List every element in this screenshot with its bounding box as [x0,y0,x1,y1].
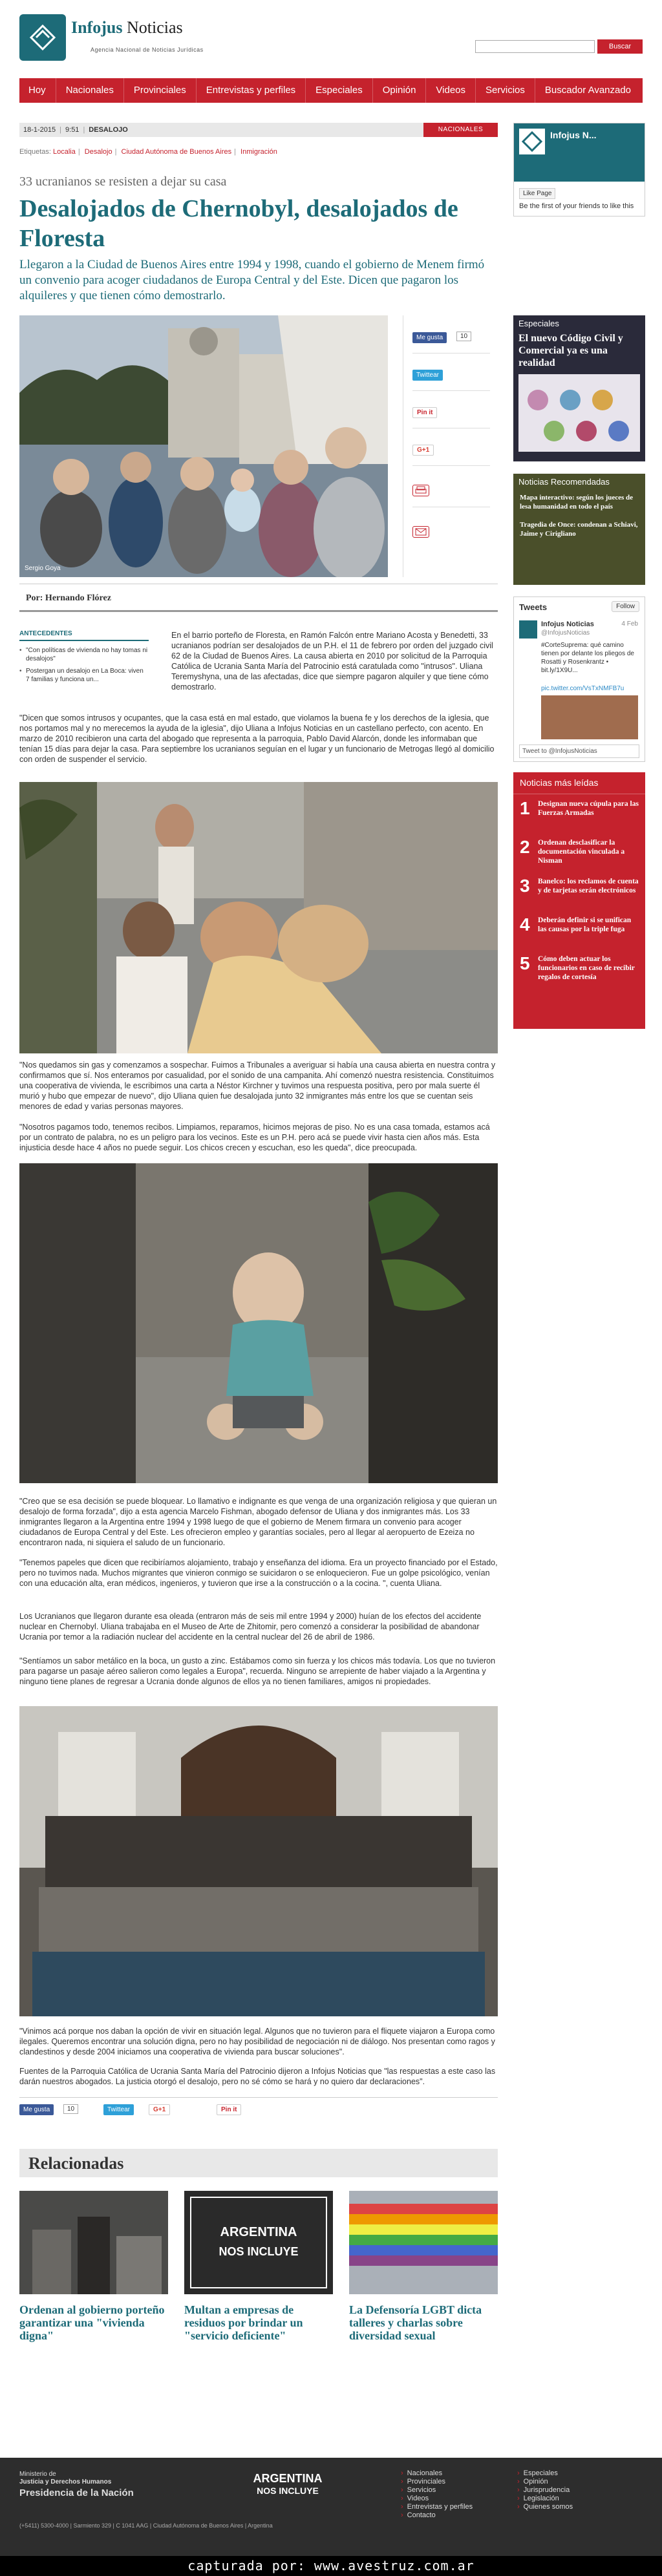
google-plus-button[interactable]: G+1 [412,445,434,456]
footer-ministry-a: Ministerio de [19,2471,56,2478]
article-paragraph: Los Ucranianos que llegaron durante esa oleada (entraron más de seis mil entre 1994 y 2000) huían de los efectos del accidente nuclear en Chernobyl. Uliana trabajaba en el Museo de Arte de Zhitomir, pero comenzó a considerar la posibilidad de abandonar Ucrania por temor a la radiación nuclear del accidente en la central nuclear del 26 de abril de 1986. [19,1612,482,1642]
nav-item-nacionales[interactable]: Nacionales [56,78,124,103]
article-paragraph: "Nosotros pagamos todo, tenemos recibos. Limpiamos, reparamos, hicimos mejoras de piso. No es una casa tomada, estamos acá por un contrato de palabra, no es un peligro para los vecinos. Este es un P.H. pero acá se puede vivir hasta cien años más. Esta injusticia desde hace 4 años no puede seguir. Los chicos crecen y escuchan, eso les queda", dice preocupada. [19,1123,490,1152]
footer-links-col2 [517,2469,573,2511]
article-paragraph: Fuentes de la Parroquia Católica de Ucrania Santa María del Patrocinio dijeron a Infojus Noticias que "las respuestas a este caso las darán nuestros abogados. La justicia otorgó el desalojo, pero no sé cómo se hará y no quiero dar declaraciones". [19,2067,496,2086]
article-paragraph: "Sentíamos un sabor metálico en la boca, un gusto a zinc. Estábamos como sin fuerza y los chicos más todavía. Los que no tuvieron para pagarse un pasaje aéreo salieron como legales a Europa", recuerda. Ninguno se arrepiente de haber viajado a la Argentina y ninguno tiene planes de regresar a Ucrania donde algunos de ellos ya no tienen familiares, amigos ni propiedades. [19,1656,496,1686]
search-input[interactable] [475,40,595,53]
footer-links-col1 [401,2469,473,2520]
antecedentes-box [19,630,149,688]
tweet-image[interactable] [541,695,638,739]
nav-item-videos[interactable]: Videos [426,78,476,103]
nav-item-servicios[interactable]: Servicios [476,78,535,103]
footer-argentina-logo: ARGENTINA NOS INCLUYE [253,2472,323,2496]
date-bar: 18-1-2015 | 9:51 | DESALOJO [19,123,498,137]
site-logo-title[interactable]: Infojus Noticias [71,18,183,37]
photo-credit: Sergio Goya [25,565,61,572]
twitter-share-button[interactable]: Twittear [412,370,443,381]
related-image[interactable] [184,2191,333,2294]
related-title[interactable]: Multan a empresas de residuos por brindar un "servicio deficiente" [184,2303,303,2342]
article-date: 18-1-2015 [23,126,56,134]
bottom-share-row [19,2104,278,2118]
tweet-date: 4 Feb [621,620,638,628]
related-card[interactable] [349,2191,498,2342]
twitter-widget [513,596,645,762]
footer-link[interactable]: › Servicios [401,2486,436,2494]
facebook-like-page-button[interactable]: Like Page [519,188,555,199]
nav-item-especiales[interactable]: Especiales [306,78,373,103]
footer-address: (+5411) 5300-4000 | Sarmiento 329 | C 1041 AAG | Ciudad Autónoma de Buenos Aires | Argentina [19,2522,273,2529]
article-paragraph: "Tenemos papeles que dicen que recibiríamos alojamiento, trabajo y enseñanza del idioma. Era un proyecto financiado por el Estado, pero no tuvimos nada. Muchos migrantes que vinieron conmigo se suicidaron o se enloquecieron. Fue un golpe psicológico, venían con una educación alta, eran médicos, ingenieros, y tuvieron que irse a la construcción o a la cocina. ", cuenta Uliana. [19,1558,498,1588]
especiales-box [513,315,645,461]
footer-link[interactable]: › Jurisprudencia [517,2486,570,2494]
article-photo-group [19,1706,498,2016]
article-time: 9:51 [65,126,80,134]
capture-watermark: capturada por: www.avestruz.com.ar [0,2556,662,2576]
related-heading: Relacionadas [19,2149,498,2177]
facebook-like-count: 10 [456,332,471,341]
article-paragraph: "Creo que se esa decisión se puede bloquear. Lo llamativo e indignante es que venga de una organización religiosa y que quieran un desalojo de forma forzada", dijo a esta agencia Marcelo Fishman, abogado defensor de Uliana y dos inmigrantes más. Los 33 inmigrantes llegaron a la Argentina entre 1994 y 1998 luego de que el gobierno de Menem firmara un convenio para acoger ciudadanos de Europa Central y del Este. Les ofrecieron empleo y garantías sociales, pero al llegar al aeropuerto de Ezeiza no encontraron nada, ni siquiera el saludo de un funcionario. [19,1497,497,1547]
no-incluye-line-b: NOS INCLUYE [219,2245,299,2258]
footer-link[interactable]: › Videos [401,2495,429,2502]
footer-ministry-b: Justicia y Derechos Humanos [19,2478,112,2486]
article-lead: Llegaron a la Ciudad de Buenos Aires entre 1994 y 1998, cuando el gobierno de Menem firmó un convenio para acoger ciudadanos de Europa Central y del Este. Dicen que pagaron los alquileres y que tienen cómo demostrarlo. [19,258,485,302]
tweet-link[interactable]: pic.twitter.com/VsTxNMFB7u [541,685,625,692]
mas-leida-item[interactable]: 5 Cómo deben actuar los funcionarios en caso de recibir regalos de cortesía [520,953,635,981]
footer-link[interactable]: › Opinión [517,2478,548,2486]
footer-link[interactable]: › Entrevistas y perfiles [401,2503,473,2511]
especiales-image[interactable] [518,374,640,452]
tag-link[interactable]: Desalojo [84,148,112,156]
article-paragraph: "Dicen que somos intrusos y ocupantes, que la casa está en mal estado, que violamos la buena fe y los derechos de la iglesia, que nos portamos mal y no merecemos la ayuda de la iglesia", dijo Uliana a Infojus Noticias en un castellano perfecto, con acento. En marzo de 2010 recibieron una carta del abogado que representa a la parroquia, Pablo David Alarcón, donde les informaban que tenían 15 días para dejar la casa. Para septiembre los ucranianos seguían en el lugar y un funcionario de Metrogas llegó al domicilio con orden de suspender el servicio. [19,713,495,764]
antecedentes-title: ANTECEDENTES [19,630,149,641]
antecedentes-link[interactable]: • "Con políticas de vivienda no hay tomas ni desalojos" [19,646,149,663]
facebook-like-count: 10 [63,2104,78,2114]
mas-leidas-box [513,772,645,1029]
article-kicker: 33 ucranianos se resisten a dejar su casa [19,174,227,189]
mas-leida-item[interactable]: 3 Banelco: los reclamos de cuenta y de tarjetas serán electrónicos [520,876,639,896]
tweet-text: #CorteSuprema: qué camino tienen por delante los pliegos de Rosatti y Rosenkrantz • bit.ly/1X9U... [541,642,634,674]
tag-link[interactable]: Inmigración [240,148,277,156]
related-card[interactable] [19,2191,168,2342]
print-icon[interactable] [412,485,429,496]
footer-link[interactable]: › Legislación [517,2495,559,2502]
pinterest-button[interactable]: Pin it [217,2104,241,2115]
mas-leida-item[interactable]: 1 Designan nueva cúpula para las Fuerzas Armadas [520,798,639,818]
article-main-photo [19,315,388,577]
facebook-like-button[interactable]: Me gusta [19,2104,54,2115]
footer-link[interactable]: › Contacto [401,2511,436,2519]
footer-link[interactable]: › Provinciales [401,2478,445,2486]
tweet-user[interactable]: Infojus Noticias [541,620,594,628]
antecedentes-link[interactable]: • Postergan un desalojo en La Boca: viven 7 familias y funciona un... [19,667,149,684]
facebook-friends-text: Be the first of your friends to like this [519,202,634,210]
especiales-heading: Especiales [513,315,645,332]
nav-item-provinciales[interactable]: Provinciales [124,78,197,103]
tag-link[interactable]: Localia [52,148,76,156]
nav-item-entrevistas[interactable]: Entrevistas y perfiles [197,78,306,103]
article-paragraph: En el barrio porteño de Floresta, en Ramón Falcón entre Mariano Acosta y Benedetti, 33 ucranianos podrían ser desalojados de un P.H. el 11 de febrero por orden del juzgado civil 62 de la Ciudad de Buenos Aires. La causa abierta en 2010 por solicitud de la Parroquia Católica de Ucrania Santa María del Patrocinio está caratulada como "intrusos". Uliana Teremyshyna, una de las afectadas, dice que siempre pagaron alquiler y que tiene cómo demostrarlo. [171,631,493,692]
article-title: Desalojados de Chernobyl, desalojados de Floresta [19,195,458,252]
footer-link[interactable]: › Quienes somos [517,2503,573,2511]
article-section: DESALOJO [89,126,128,134]
article-paragraph: "Vinimos acá porque nos daban la opción de vivir en situación legal. Algunos que no tuvieron para el fliquete viajaron a Europa como ilegales. Queremos encontrar una solución digna, pero no hay posibilidad de negociación ni de diálogo. Nos presentan como ragos y clandestinos y desde 2004 iniciamos una cooperativa de vivienda para buscar soluciones". [19,2027,495,2056]
article-author: Por: Hernando Flórez [19,584,498,612]
facebook-page-banner[interactable] [514,123,645,182]
article-photo-women [19,782,498,1053]
site-header [0,0,662,71]
mas-leidas-heading: Noticias más leídas [513,772,645,794]
footer-presidency: Presidencia de la Nación [19,2487,134,2498]
recomendada-link[interactable]: Tragedia de Once: condenan a Schiavi, Jaime y Cirigliano [520,521,638,538]
mas-leida-item[interactable]: 4 Deberán definir si se unifican las causas por la triple fuga [520,914,632,934]
footer-link[interactable]: › Nacionales [401,2469,443,2477]
nav-item-buscador[interactable]: Buscador Avanzado [544,85,632,96]
logo-icon[interactable] [19,14,66,61]
google-plus-button[interactable]: G+1 [149,2104,170,2115]
facebook-like-button[interactable]: Me gusta [412,332,447,343]
share-column [403,315,498,577]
twitter-follow-button[interactable]: Follow [612,601,639,612]
especiales-title[interactable]: El nuevo Código Civil y Comercial ya es una realidad [518,333,623,368]
recomendadas-heading: Noticias Recomendadas [513,474,645,491]
related-image[interactable] [349,2191,498,2294]
section-badge[interactable]: NACIONALES [423,123,498,137]
nav-item-hoy[interactable]: Hoy [19,78,56,103]
recomendadas-box [513,474,645,585]
search-button[interactable]: Buscar [597,39,643,54]
related-title[interactable]: La Defensoría LGBT dicta talleres y charlas sobre diversidad sexual [349,2303,482,2342]
tweets-heading: Tweets [519,602,548,612]
article-paragraph: "Nos quedamos sin gas y comenzamos a sospechar. Fuimos a Tribunales a averiguar si había una causa abierta en nuestra contra y confirmamos que sí. Nos enteramos por casualidad, por el sonido de una campanita. Ahí comenzó nuestra resistencia. Constituimos una cooperativa de vivienda, le escribimos una carta a Néstor Kirchner y tuvimos una respuesta positiva, pero por mala suerte él murió y hubo que empezar de nuevo", dijo Uliana quien fue desalojada junto 32 inmigrantes más entre los que se cuentan seis menores de edad y varias personas mayores. [19,1061,496,1111]
tags-label: Etiquetas: [19,148,51,156]
article-photo-child [19,1163,498,1483]
twitter-share-button[interactable]: Twittear [103,2104,134,2115]
mas-leida-item[interactable]: 2 Ordenan desclasificar la documentación vinculada a Nisman [520,837,625,865]
email-icon[interactable] [412,526,429,538]
tweet-handle[interactable]: @InfojusNoticias [541,629,590,637]
related-image[interactable] [19,2191,168,2294]
nav-item-opinion[interactable]: Opinión [373,78,427,103]
tag-link[interactable]: Ciudad Autónoma de Buenos Aires [121,148,232,156]
facebook-page-name[interactable]: Infojus N... [550,130,597,140]
tweet-to-input[interactable]: Tweet to @InfojusNoticias [519,744,639,758]
footer-link[interactable]: › Especiales [517,2469,558,2477]
recomendada-link[interactable]: Mapa interactivo: según los jueces de lesa humanidad en todo el país [520,494,634,511]
facebook-page-widget [513,123,645,216]
no-incluye-line-a: ARGENTINA [220,2225,297,2239]
site-logo-subtitle: Agencia Nacional de Noticias Jurídicas [91,47,204,53]
tweet-avatar[interactable] [519,620,537,639]
tags-row: Etiquetas: Localia | Desalojo | Ciudad Autónoma de Buenos Aires | Inmigración [19,148,277,156]
related-card[interactable] [184,2191,333,2342]
pinterest-button[interactable]: Pin it [412,407,437,418]
related-title[interactable]: Ordenan al gobierno porteño garantizar una "vivienda digna" [19,2303,165,2342]
main-nav [19,78,643,103]
